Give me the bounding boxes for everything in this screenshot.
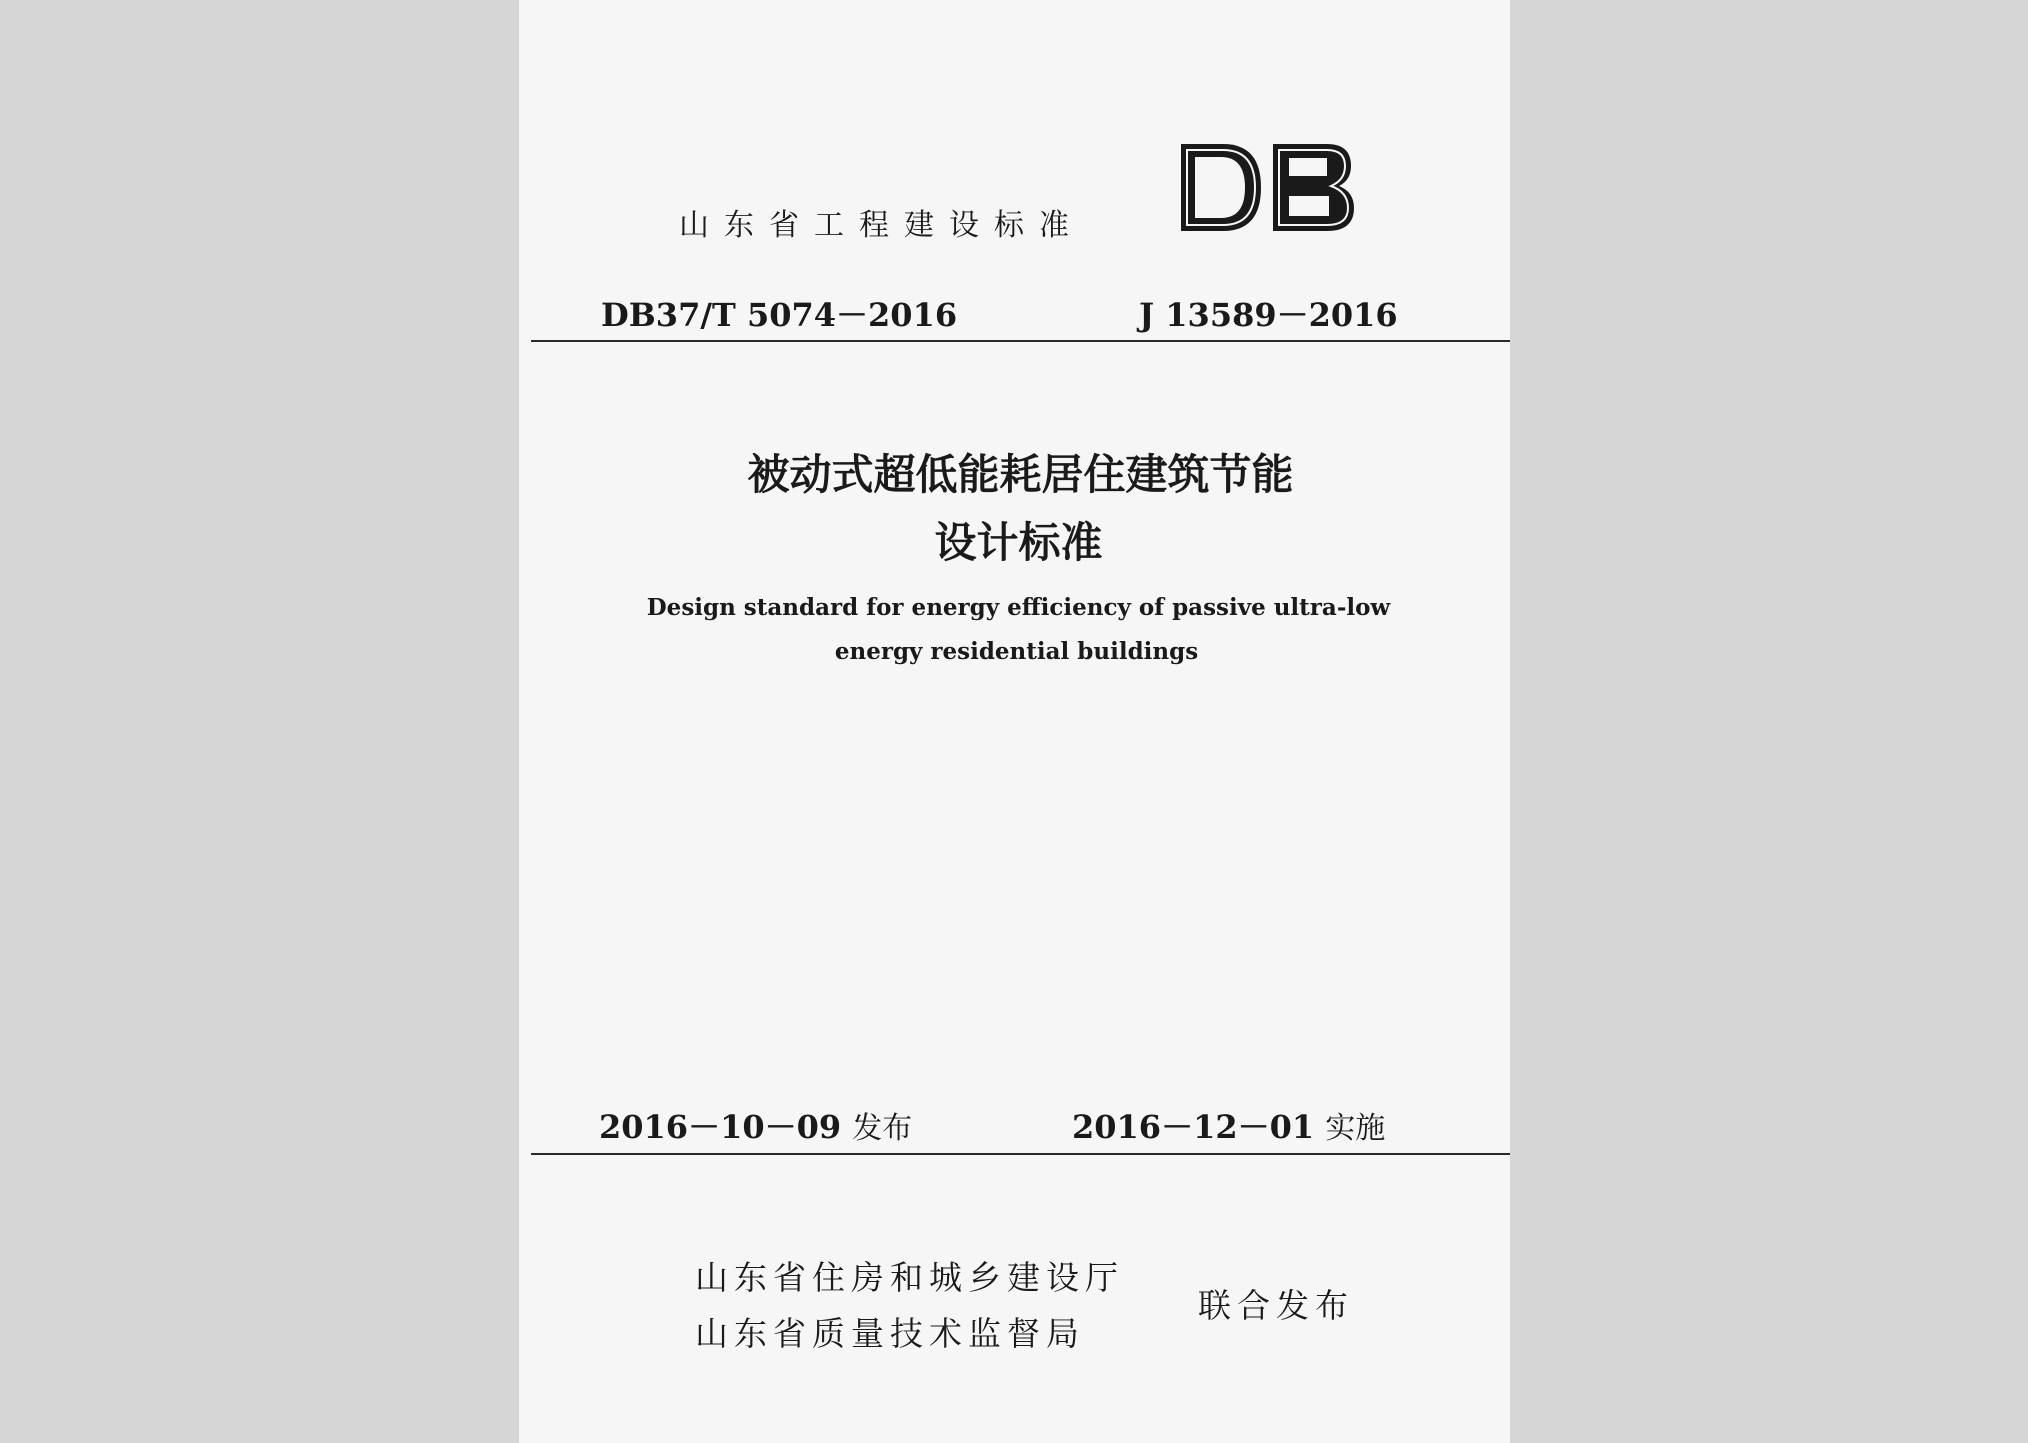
db-logo <box>1177 140 1357 235</box>
implement-date: 2016－12－01 <box>1072 1108 1315 1146</box>
title-cn-line2: 设计标准 <box>934 518 1103 567</box>
issue-date-block <box>599 1102 912 1148</box>
publisher-housing-dept: 山东省住房和城乡建设厅 <box>695 1258 1124 1297</box>
publisher-quality-bureau: 山东省质量技术监督局 <box>695 1314 1085 1353</box>
implement-date-block <box>1072 1102 1385 1148</box>
title-cn-line1: 被动式超低能耗居住建筑节能 <box>747 450 1294 499</box>
record-code: J 13589－2016 <box>1139 296 1398 334</box>
standard-code: DB37/T 5074－2016 <box>601 296 958 334</box>
top-divider <box>531 340 1510 342</box>
title-en-line2: energy residential buildings <box>834 638 1199 665</box>
bottom-divider <box>531 1153 1510 1155</box>
implement-label: 实施 <box>1325 1111 1386 1146</box>
title-en-line1: Design standard for energy efficiency of passive ultra-low <box>646 594 1391 621</box>
document-cover <box>519 0 1510 1443</box>
issue-label: 发布 <box>852 1111 913 1146</box>
joint-issue-label: 联合发布 <box>1198 1286 1354 1325</box>
issue-date: 2016－10－09 <box>599 1108 842 1146</box>
standard-series: 山东省工程建设标准 <box>679 208 1084 243</box>
